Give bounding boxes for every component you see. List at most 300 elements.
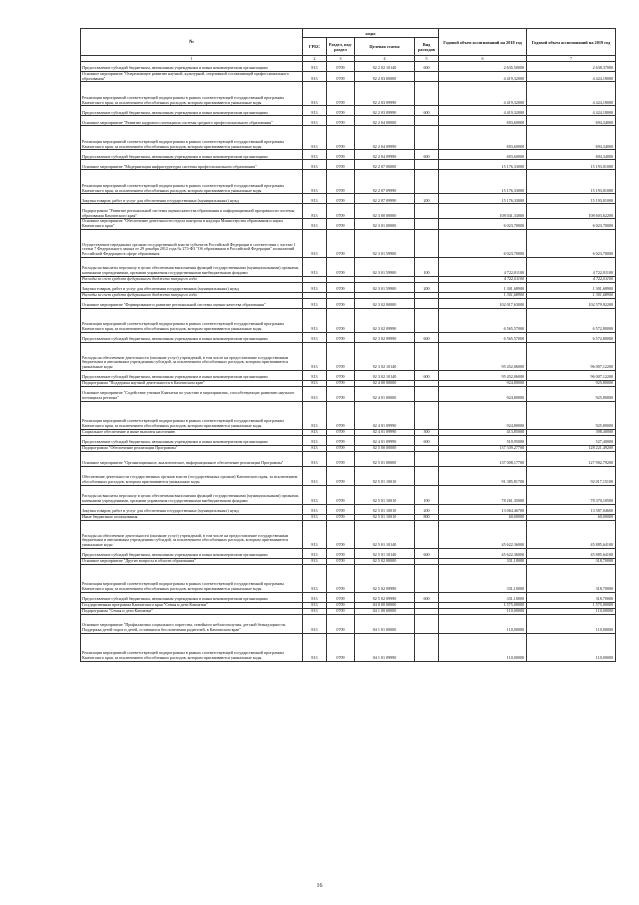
row-grbs: 813 [303, 106, 327, 116]
row-vr [415, 614, 439, 633]
row-name: Осуществление переданных органам государственной власти субъектов Российской Федерации в соответствии с частью 1 статьи 7 Федерального закона от 29 декабря 2012 года № 273-ФЗ "Об образовании в Российской Федерации" полномочий Российской Федерации в сфере образования [81, 229, 303, 257]
row-csr: 04 0 00 00000 [355, 602, 415, 608]
row-2019: 4 722,01100 [527, 257, 616, 276]
row-razdel: 0709 [327, 72, 355, 82]
row-2018: 6 565,57000 [439, 308, 527, 332]
row-grbs: 813 [303, 514, 327, 520]
table-row [81, 194, 616, 204]
row-csr: 02 3 02 09990 [355, 308, 415, 332]
row-2018: 413,85000 [439, 429, 527, 435]
row-2018: 4 722,01100 [439, 257, 527, 276]
row-csr: 02 5 02 09990 [355, 564, 415, 592]
row-2018: 4 419,32000 [439, 72, 527, 82]
table-row [81, 401, 616, 429]
row-grbs: 813 [303, 126, 327, 150]
table-row [81, 126, 616, 150]
row-vr: 600 [415, 62, 439, 72]
row-csr: 02 5 01 10010 [355, 504, 415, 514]
row-vr [415, 72, 439, 82]
row-csr: 02 2 04 09990 [355, 150, 415, 160]
row-name: Закупка товаров, работ и услуг для обеспечения государственных (муниципальных) нужд [81, 504, 303, 514]
row-2019: 6 572,80000 [527, 308, 616, 332]
row-vr [415, 451, 439, 466]
row-vr [415, 386, 439, 401]
row-razdel: 0709 [327, 429, 355, 435]
header-2018: Годовой объем ассигнований на 2018 год [439, 29, 527, 56]
row-name: Предоставление субсидий бюджетным, автономным учреждениям и иным некоммерческим организациям [81, 370, 303, 380]
row-razdel: 0709 [327, 194, 355, 204]
row-2019: 694,34000 [527, 126, 616, 150]
row-2019: 60,00000 [527, 514, 616, 520]
row-2018: 15 176,33000 [439, 160, 527, 170]
table-row [81, 116, 616, 126]
row-2019: 694,34000 [527, 150, 616, 160]
row-razdel: 0709 [327, 485, 355, 504]
row-grbs: 813 [303, 204, 327, 219]
row-vr: 800 [415, 514, 439, 520]
row-name: Расходы на обеспечение деятельности (оказание услуг) учреждений, в том числе на предоставление государственным бюджетным и автономным учреждениям субсидий, за исключением обособленных расходов, которым присваиваются уникальные коды [81, 342, 303, 370]
row-razdel: 0709 [327, 332, 355, 342]
row-2018: 110,00000 [439, 614, 527, 633]
row-2019: 13 587,04600 [527, 504, 616, 514]
row-vr [415, 564, 439, 592]
row-grbs: 813 [303, 614, 327, 633]
table-row [81, 282, 616, 292]
row-razdel: 0709 [327, 282, 355, 292]
row-name: Реализация мероприятий соответствующей подпрограммы в рамках соответствующей государственной программы Камчатского края, за исключением обособленных расходов, которым присваиваются уникальные коды [81, 564, 303, 592]
row-2018: 110,00000 [439, 608, 527, 614]
table-row [81, 633, 616, 661]
row-grbs: 813 [303, 602, 327, 608]
row-name: Основное мероприятие "Профилактика социального сиротства, семейного неблагополучия, детской безнадзорности. Поддержка детей-сирот и детей, оставшихся без попечения родителей, в Камчатском крае" [81, 614, 303, 633]
row-grbs: 813 [303, 401, 327, 429]
row-razdel: 0709 [327, 106, 355, 116]
table-row [81, 170, 616, 194]
row-2019: 128 221,49200 [527, 445, 616, 451]
table-row [81, 160, 616, 170]
row-razdel: 0709 [327, 386, 355, 401]
row-vr: 300 [415, 429, 439, 435]
row-grbs: 813 [303, 445, 327, 451]
row-razdel: 0709 [327, 514, 355, 520]
row-csr: 02 2 03 00000 [355, 72, 415, 82]
row-razdel: 0709 [327, 435, 355, 445]
row-razdel: 0709 [327, 451, 355, 466]
row-2018: 6 565,57000 [439, 332, 527, 342]
row-csr: 02 2 04 09990 [355, 126, 415, 150]
row-name: Социальное обеспечение и иные выплаты населению [81, 429, 303, 435]
row-vr [415, 170, 439, 194]
row-grbs: 813 [303, 504, 327, 514]
row-2018: 1 575,00000 [439, 602, 527, 608]
row-vr [415, 204, 439, 219]
column-index-cell: 5 [415, 56, 439, 62]
row-razdel: 0709 [327, 308, 355, 332]
column-index-cell: 3 [327, 56, 355, 62]
row-grbs: 813 [303, 342, 327, 370]
row-2018: 693,60000 [439, 126, 527, 150]
header-vr: Вид расходов [415, 38, 439, 56]
row-vr [415, 342, 439, 370]
row-2019: 527,40000 [527, 435, 616, 445]
row-2019: 96 007,12200 [527, 370, 616, 380]
row-grbs: 813 [303, 380, 327, 386]
row-2019: 15 193,01000 [527, 194, 616, 204]
row-vr [415, 308, 439, 332]
row-name: Основное мероприятие "Формирование и развитие региональной системы оценки качества образования" [81, 298, 303, 308]
row-name: Расходы за счет средств федерального бюджета текущего года [81, 276, 303, 282]
table-row [81, 504, 616, 514]
row-razdel: 0709 [327, 62, 355, 72]
table-row [81, 564, 616, 592]
row-2018: 78 261,35000 [439, 485, 527, 504]
row-2019: 1 575,00000 [527, 602, 616, 608]
row-razdel: 0709 [327, 150, 355, 160]
row-name: Подпрограмма "Обеспечение реализации Программы" [81, 445, 303, 451]
row-csr: 02 5 01 10140 [355, 548, 415, 558]
row-2019: 6 572,80000 [527, 332, 616, 342]
row-csr: 02 2 07 09990 [355, 170, 415, 194]
row-grbs: 813 [303, 62, 327, 72]
row-vr: 600 [415, 592, 439, 602]
table-row [81, 592, 616, 602]
row-name: Закупка товаров, работ и услуг для обеспечения государственных (муниципальных) нужд [81, 194, 303, 204]
row-2019: 45 885,64100 [527, 520, 616, 548]
row-csr: 02 4 00 00000 [355, 380, 415, 386]
column-index-cell: 4 [355, 56, 415, 62]
row-grbs: 813 [303, 429, 327, 435]
row-2019: 4 722,01100 [527, 276, 616, 282]
row-grbs: 813 [303, 219, 327, 229]
table-row [81, 614, 616, 633]
table-row [81, 298, 616, 308]
table-row [81, 466, 616, 485]
row-razdel: 0709 [327, 602, 355, 608]
row-name: Основное мероприятие "Обеспечение деятельности отдела контроля и надзора Министерства образования и науки Камчатского края" [81, 219, 303, 229]
row-name: Расходы на выплаты персоналу в целях обеспечения выполнения функций государственными (муниципальными) органами, казенными учреждениями, органами управления государственными внебюджетными фондами [81, 485, 303, 504]
row-razdel: 0709 [327, 466, 355, 485]
row-razdel: 0709 [327, 608, 355, 614]
row-grbs: 813 [303, 282, 327, 292]
row-grbs: 813 [303, 548, 327, 558]
row-2018: 924,80000 [439, 380, 527, 386]
row-csr: 02 5 02 00000 [355, 558, 415, 564]
row-csr: 02 2 07 09990 [355, 194, 415, 204]
row-name: Предоставление субсидий бюджетным, автономным учреждениям и иным некоммерческим организациям [81, 106, 303, 116]
row-2018: 95 452,06000 [439, 342, 527, 370]
row-grbs: 813 [303, 160, 327, 170]
row-csr: 02 5 01 10010 [355, 466, 415, 485]
row-name: Реализация мероприятий соответствующей подпрограммы в рамках соответствующей государственной программы Камчатского края, за исключением обособленных расходов, которым присваиваются уникальные коды [81, 170, 303, 194]
table-row [81, 150, 616, 160]
row-name: Основное мероприятие "Модернизация инфраструктуры системы профессионального образования" [81, 160, 303, 170]
row-grbs: 813 [303, 229, 327, 257]
row-vr [415, 126, 439, 150]
row-razdel: 0709 [327, 633, 355, 661]
table-row [81, 82, 616, 106]
row-csr: 02 3 02 10140 [355, 342, 415, 370]
table-row [81, 219, 616, 229]
row-vr: 200 [415, 504, 439, 514]
row-grbs: 813 [303, 170, 327, 194]
column-index-cell: 2 [303, 56, 327, 62]
row-2019: 925,80000 [527, 401, 616, 429]
row-name: Реализация мероприятий соответствующей подпрограммы в рамках соответствующей государственной программы Камчатского края, за исключением обособленных расходов, которым присваиваются уникальные коды [81, 308, 303, 332]
row-name: Предоставление субсидий бюджетным, автономным учреждениям и иным некоммерческим организациям [81, 62, 303, 72]
row-2018: 4 419,32000 [439, 106, 527, 116]
row-vr: 600 [415, 435, 439, 445]
row-name: Предоставление субсидий бюджетным, автономным учреждениям и иным некоммерческим организациям [81, 150, 303, 160]
row-vr [415, 633, 439, 661]
row-name: Государственная программа Камчатского края "Семья и дети Камчатки" [81, 602, 303, 608]
row-2018: 137 339,27700 [439, 445, 527, 451]
row-csr: 02 2 02 10140 [355, 62, 415, 72]
row-csr: 02 3 01 59900 [355, 229, 415, 257]
row-grbs: 813 [303, 633, 327, 661]
row-2019: 110,00000 [527, 633, 616, 661]
row-2019: 398,40000 [527, 429, 616, 435]
table-row [81, 229, 616, 257]
row-2019: 15 193,01000 [527, 170, 616, 194]
row-2019: 45 885,64100 [527, 548, 616, 558]
row-2018: 924,80000 [439, 386, 527, 401]
row-name: Основное мероприятие "Организационное, аналитическое, информационное обеспечение реализации Программы" [81, 451, 303, 466]
row-2018: 108 041,33000 [439, 204, 527, 219]
row-2018: 2 635,50000 [439, 62, 527, 72]
row-vr [415, 298, 439, 308]
row-name: Предоставление субсидий бюджетным, автономным учреждениям и иным некоммерческим организациям [81, 435, 303, 445]
row-csr: 02 4 01 09990 [355, 401, 415, 429]
row-2019: 318,70000 [527, 592, 616, 602]
header-grbs: ГРБС [303, 38, 327, 56]
row-vr [415, 520, 439, 548]
row-2019: 2 638,37000 [527, 62, 616, 72]
row-grbs: 813 [303, 520, 327, 548]
table-header [81, 29, 616, 62]
row-csr: 02 3 01 59900 [355, 257, 415, 276]
table-row [81, 332, 616, 342]
row-2018: 13 064,46700 [439, 504, 527, 514]
row-name: Реализация мероприятий соответствующей подпрограммы в рамках соответствующей государственной программы Камчатского края, за исключением обособленных расходов, которым присваиваются уникальные коды [81, 82, 303, 106]
row-vr: 600 [415, 150, 439, 160]
row-2019: 1 301,68900 [527, 292, 616, 298]
row-grbs: 813 [303, 564, 327, 592]
row-csr: 02 3 01 59900 [355, 282, 415, 292]
row-csr: 02 5 01 00000 [355, 451, 415, 466]
row-2018: 60,00000 [439, 514, 527, 520]
row-razdel: 0709 [327, 564, 355, 592]
row-vr [415, 160, 439, 170]
row-2018: 924,80000 [439, 401, 527, 429]
row-grbs: 813 [303, 558, 327, 564]
row-grbs: 813 [303, 150, 327, 160]
row-razdel: 0709 [327, 520, 355, 548]
row-2019: 92 017,15100 [527, 466, 616, 485]
row-2018: 91 385,81700 [439, 466, 527, 485]
row-csr: 04 1 01 09990 [355, 633, 415, 661]
row-2019: 318,70000 [527, 564, 616, 592]
row-csr: 04 1 00 00000 [355, 608, 415, 614]
row-razdel: 0709 [327, 82, 355, 106]
row-2018: 331,10000 [439, 564, 527, 592]
row-2018: 510,95000 [439, 435, 527, 445]
row-vr: 600 [415, 106, 439, 116]
row-2018: 4 419,32000 [439, 82, 527, 106]
row-2019: 110,00000 [527, 614, 616, 633]
row-2019: 127 902,79200 [527, 451, 616, 466]
table-row [81, 548, 616, 558]
row-razdel: 0709 [327, 558, 355, 564]
row-name: Подпрограмма "Поддержка научной деятельности в Камчатском крае" [81, 380, 303, 386]
row-2019: 6 023,70000 [527, 229, 616, 257]
row-name: Основное мероприятие "Опережающее развитие научной, культурной, спортивной составляющей профессионального образования" [81, 72, 303, 82]
row-2019: 15 193,01000 [527, 160, 616, 170]
row-2018: 102 017,63000 [439, 298, 527, 308]
row-razdel: 0709 [327, 401, 355, 429]
row-vr [415, 466, 439, 485]
row-razdel: 0709 [327, 257, 355, 276]
row-csr: 02 5 01 10010 [355, 514, 415, 520]
row-name: Расходы на выплаты персоналу в целях обеспечения выполнения функций государственными (муниципальными) органами, казенными учреждениями, органами управления государственными внебюджетными фондами [81, 257, 303, 276]
row-razdel: 0709 [327, 229, 355, 257]
row-csr: 02 5 01 10140 [355, 520, 415, 548]
budget-table [80, 28, 616, 662]
table-row [81, 106, 616, 116]
table-row [81, 72, 616, 82]
row-2019: 4 424,18000 [527, 82, 616, 106]
table-row [81, 257, 616, 276]
row-2018: 6 023,70000 [439, 229, 527, 257]
table-body [81, 62, 616, 662]
row-csr: 02 5 01 10010 [355, 485, 415, 504]
header-csr: Целевая статья [355, 38, 415, 56]
row-2018: 15 176,33000 [439, 194, 527, 204]
row-vr: 200 [415, 282, 439, 292]
table-row [81, 451, 616, 466]
row-2019: 925,80000 [527, 380, 616, 386]
row-razdel: 0709 [327, 298, 355, 308]
row-2019: 1 301,68900 [527, 282, 616, 292]
row-csr: 02 3 02 10140 [355, 370, 415, 380]
row-razdel: 0709 [327, 342, 355, 370]
row-razdel: 0709 [327, 116, 355, 126]
row-2018: 331,10000 [439, 592, 527, 602]
row-grbs: 813 [303, 451, 327, 466]
row-name: Подпрограмма "Развитие региональной системы оценки качества образования и информационной прозрачности системы образования Камчатского края" [81, 204, 303, 219]
row-vr [415, 401, 439, 429]
row-razdel: 0709 [327, 380, 355, 386]
table-row [81, 204, 616, 219]
row-grbs: 813 [303, 82, 327, 106]
row-vr: 600 [415, 332, 439, 342]
row-grbs: 813 [303, 257, 327, 276]
header-codes: коды [303, 29, 439, 38]
row-csr: 04 1 01 00000 [355, 614, 415, 633]
row-csr: 02 2 07 00000 [355, 160, 415, 170]
row-name: Расходы на обеспечение деятельности (оказание услуг) учреждений, в том числе на предоставление государственным бюджетным и автономным учреждениям субсидий, за исключением обособленных расходов, которым присваиваются уникальные коды [81, 520, 303, 548]
row-2018: 693,60000 [439, 116, 527, 126]
row-name: Расходы за счет средств федерального бюджета текущего года [81, 292, 303, 298]
row-vr: 600 [415, 548, 439, 558]
row-vr: 100 [415, 485, 439, 504]
row-2019: 925,80000 [527, 386, 616, 401]
row-razdel: 0709 [327, 614, 355, 633]
row-grbs: 813 [303, 435, 327, 445]
row-vr: 100 [415, 257, 439, 276]
row-grbs: 813 [303, 485, 327, 504]
row-name: Предоставление субсидий бюджетным, автономным учреждениям и иным некоммерческим организациям [81, 332, 303, 342]
row-2019: 96 007,12200 [527, 342, 616, 370]
row-2018: 4 722,01100 [439, 276, 527, 282]
row-2019: 108 603,62200 [527, 204, 616, 219]
table-row [81, 370, 616, 380]
row-vr: 200 [415, 194, 439, 204]
row-2018: 1 301,68900 [439, 282, 527, 292]
row-grbs: 813 [303, 72, 327, 82]
row-2018: 693,60000 [439, 150, 527, 160]
row-razdel: 0709 [327, 219, 355, 229]
row-name: Основное мероприятие "Развитие кадрового потенциала системы среднего профессионального образования" [81, 116, 303, 126]
row-razdel: 0709 [327, 160, 355, 170]
row-grbs: 813 [303, 608, 327, 614]
column-index-cell: 6 [439, 56, 527, 62]
row-2018: 331,10000 [439, 558, 527, 564]
row-name: Предоставление субсидий бюджетным, автономным учреждениям и иным некоммерческим организациям [81, 548, 303, 558]
row-name: Предоставление субсидий бюджетным, автономным учреждениям и иным некоммерческим организациям [81, 592, 303, 602]
row-razdel: 0709 [327, 204, 355, 219]
table-row [81, 520, 616, 548]
row-grbs: 813 [303, 308, 327, 332]
row-csr: 02 5 00 00000 [355, 445, 415, 451]
table-row [81, 386, 616, 401]
row-2018: 15 176,33000 [439, 170, 527, 194]
row-2018: 45 622,36000 [439, 548, 527, 558]
table-row [81, 308, 616, 332]
row-grbs: 813 [303, 194, 327, 204]
row-2018: 1 301,68900 [439, 292, 527, 298]
row-2018: 45 622,36000 [439, 520, 527, 548]
column-index-cell: 1 [81, 56, 303, 62]
table-row [81, 435, 616, 445]
row-name: Основное мероприятие "Другие вопросы в области образования" [81, 558, 303, 564]
row-2018: 95 452,06000 [439, 370, 527, 380]
row-razdel: 0709 [327, 504, 355, 514]
row-grbs: 813 [303, 298, 327, 308]
row-csr: 02 2 03 09990 [355, 82, 415, 106]
row-csr: 02 4 01 09990 [355, 435, 415, 445]
column-index-cell: 7 [527, 56, 616, 62]
row-csr: 02 2 04 00000 [355, 116, 415, 126]
row-vr [415, 116, 439, 126]
row-csr: 02 3 01 00000 [355, 219, 415, 229]
row-2018: 137 008,17700 [439, 451, 527, 466]
row-csr: 02 5 02 09990 [355, 592, 415, 602]
row-name: Закупка товаров, работ и услуг для обеспечения государственных (муниципальных) нужд [81, 282, 303, 292]
row-2019: 78 370,10500 [527, 485, 616, 504]
row-grbs: 813 [303, 116, 327, 126]
row-csr: 02 2 03 09990 [355, 106, 415, 116]
row-2019: 6 023,70000 [527, 219, 616, 229]
row-razdel: 0709 [327, 370, 355, 380]
row-name: Иные бюджетные ассигнования [81, 514, 303, 520]
row-2019: 318,70000 [527, 558, 616, 564]
row-grbs: 813 [303, 592, 327, 602]
table-row [81, 342, 616, 370]
row-vr [415, 229, 439, 257]
row-2018: 110,00000 [439, 633, 527, 661]
row-grbs: 813 [303, 466, 327, 485]
header-razdel: Раздел, под-раздел [327, 38, 355, 56]
